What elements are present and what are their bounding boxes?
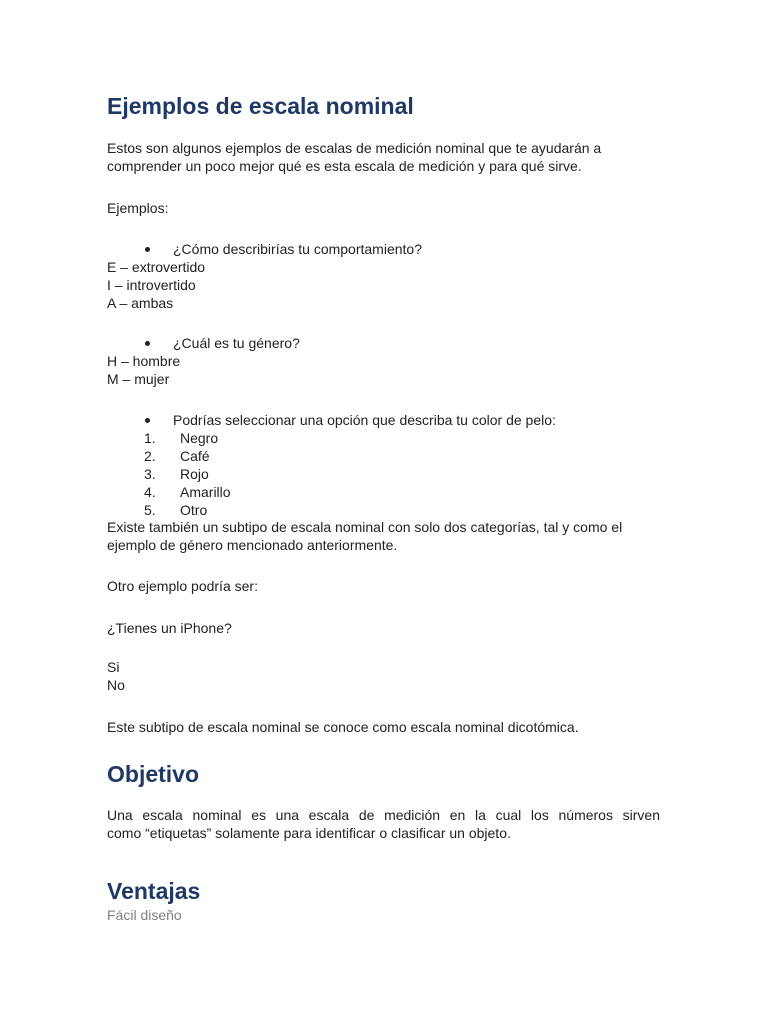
bullet-dot-icon bbox=[145, 247, 150, 252]
intro-line-2: comprender un poco mejor qué es esta escala de medición y para qué sirve. bbox=[107, 158, 582, 174]
option-text: Amarillo bbox=[180, 484, 231, 500]
subtype-line-1: Existe también un subtipo de escala nominal con solo dos categorías, tal y como el bbox=[107, 519, 623, 535]
question-text: ¿Cómo describirías tu comportamiento? bbox=[173, 241, 422, 257]
option-item: H – hombre bbox=[107, 353, 181, 369]
option-item: E – extrovertido bbox=[107, 259, 206, 275]
option-item: M – mujer bbox=[107, 371, 170, 387]
question-text: Podrías seleccionar una opción que describa tu color de pelo: bbox=[173, 412, 556, 428]
option-number: 3. bbox=[144, 466, 156, 482]
other-example-text: Otro ejemplo podría ser: bbox=[107, 578, 258, 594]
option-text: Rojo bbox=[180, 466, 209, 482]
section-heading-advantages: Ventajas bbox=[107, 878, 201, 904]
objective-line-2: como “etiquetas” solamente para identificar o clasificar un objeto. bbox=[107, 825, 511, 841]
option-item: I – introvertido bbox=[107, 277, 196, 293]
objective-line-1: Una escala nominal es una escala de medición en la cual los números sirven bbox=[107, 807, 660, 823]
subtype-paragraph bbox=[107, 518, 622, 554]
intro-paragraph bbox=[107, 139, 601, 175]
section-heading-objective: Objetivo bbox=[107, 761, 200, 787]
examples-label: Ejemplos: bbox=[107, 200, 169, 216]
option-number: 4. bbox=[144, 484, 156, 500]
option-text: Café bbox=[180, 448, 210, 464]
option-item: A – ambas bbox=[107, 295, 174, 311]
intro-line-1: Estos son algunos ejemplos de escalas de medición nominal que te ayudarán a bbox=[107, 140, 602, 156]
advantage-item: Fácil diseño bbox=[107, 907, 182, 923]
question-text: ¿Cuál es tu género? bbox=[173, 335, 300, 351]
page-title: Ejemplos de escala nominal bbox=[107, 93, 414, 119]
option-number: 5. bbox=[144, 502, 156, 518]
behavior-options bbox=[107, 258, 205, 312]
objective-paragraph bbox=[107, 806, 660, 842]
bullet-dot-icon bbox=[145, 418, 150, 423]
option-text: Negro bbox=[180, 430, 219, 446]
gender-options bbox=[107, 352, 180, 388]
option-text: Otro bbox=[180, 502, 208, 518]
bullet-dot-icon bbox=[145, 341, 150, 346]
option-item: Si bbox=[107, 659, 120, 675]
iphone-options bbox=[107, 658, 125, 694]
subtype-line-2: ejemplo de género mencionado anteriormente. bbox=[107, 537, 398, 553]
dichotomous-text: Este subtipo de escala nominal se conoce como escala nominal dicotómica. bbox=[107, 719, 579, 735]
option-number: 1. bbox=[144, 430, 156, 446]
iphone-question: ¿Tienes un iPhone? bbox=[107, 620, 232, 636]
option-item: No bbox=[107, 677, 125, 693]
option-number: 2. bbox=[144, 448, 156, 464]
